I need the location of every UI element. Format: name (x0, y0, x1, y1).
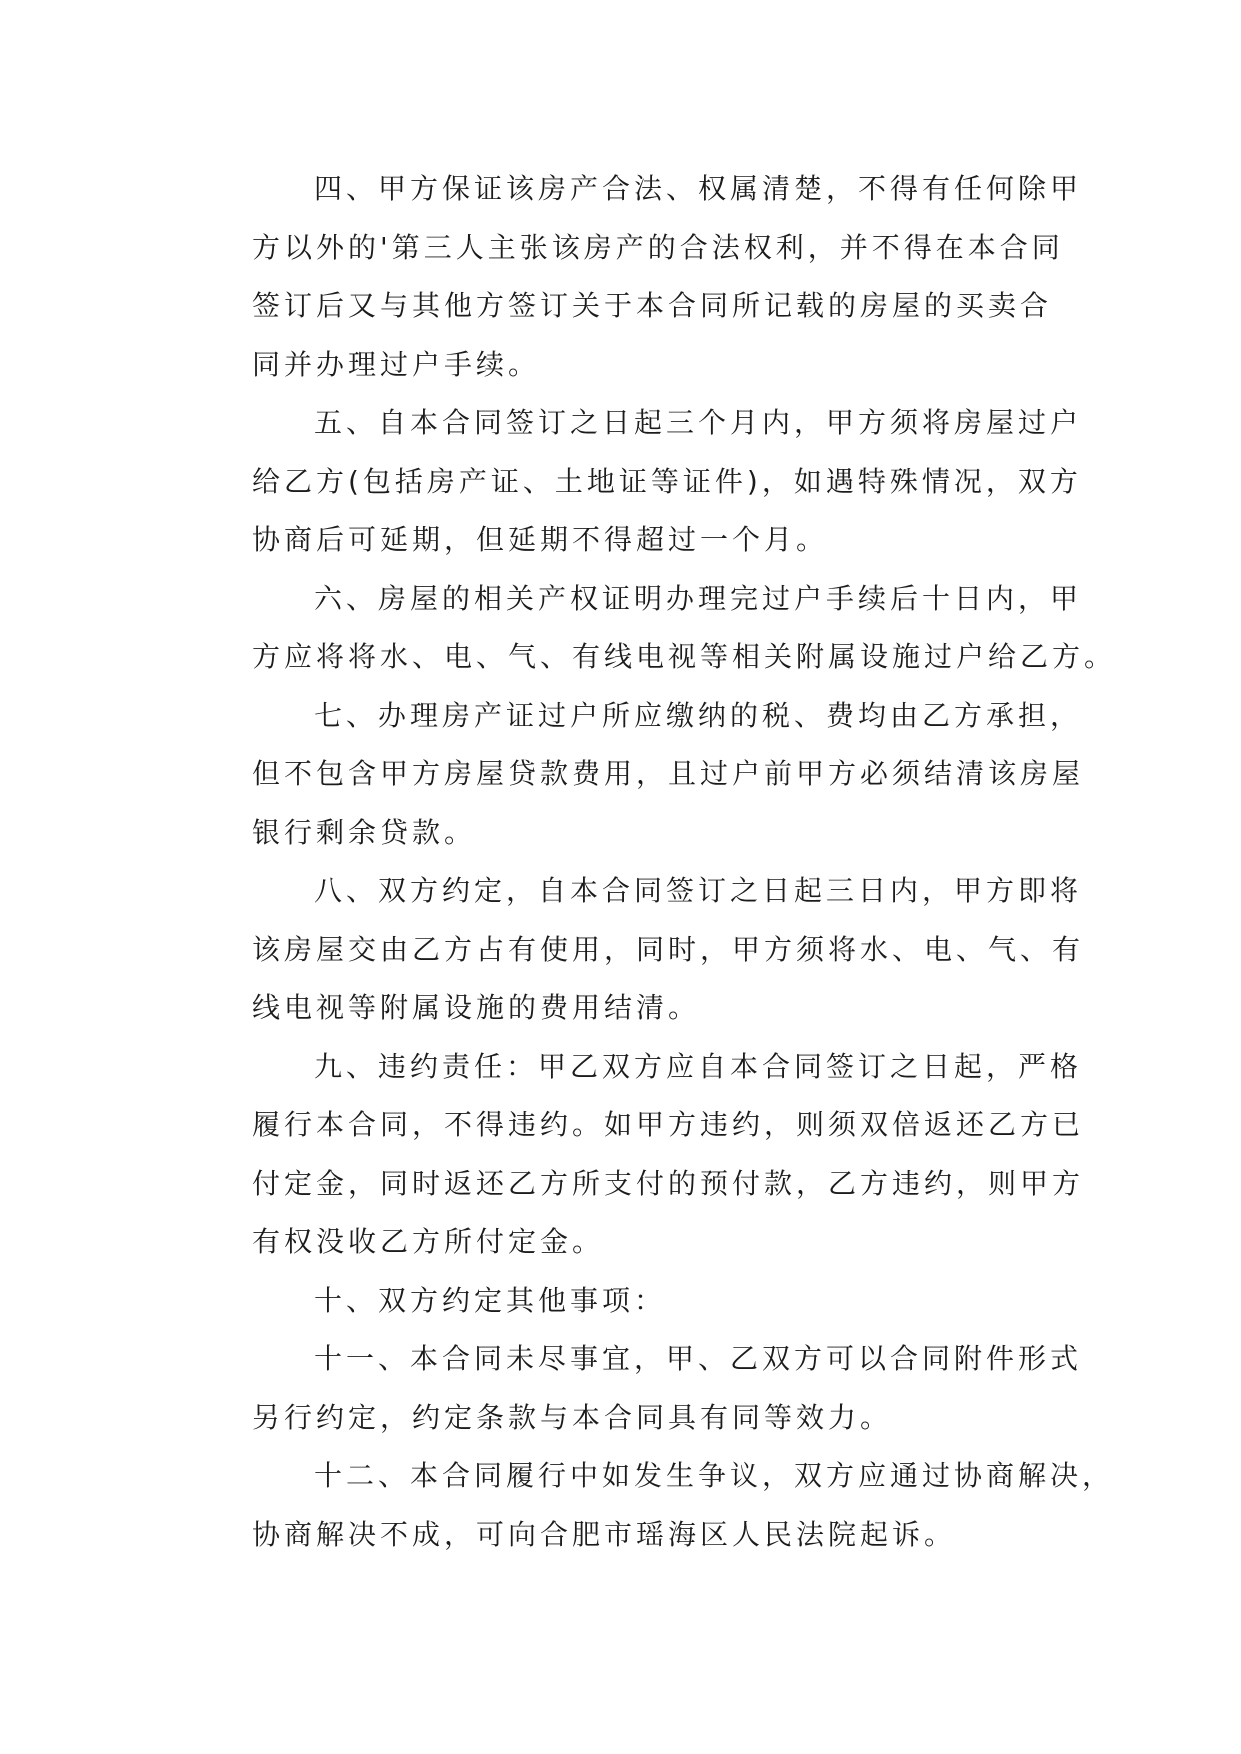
clause-6-paragraph (190, 570, 1117, 687)
document-body (190, 160, 1117, 1564)
text-line: 十、双方约定其他事项： (314, 1283, 667, 1317)
clause-5-paragraph (190, 394, 1083, 570)
text-line: 十二、本合同履行中如发生争议，双方应通过协商解决， (314, 1459, 1115, 1492)
clause-4-paragraph (190, 160, 1083, 394)
text-line: 另行约定，约定条款与本合同具有同等效力。 (252, 1400, 893, 1434)
text-line: 六、房屋的相关产权证明办理完过户手续后十日内，甲 (314, 581, 1083, 615)
text-line: 协商解决不成，可向合肥市瑶海区人民法院起诉。 (252, 1517, 957, 1551)
text-line: 协商后可延期，但延期不得超过一个月。 (252, 523, 829, 556)
text-line: 履行本合同，不得违约。如甲方违约，则须双倍返还乙方已 (252, 1108, 1085, 1141)
text-line: 付定金，同时返还乙方所支付的预付款，乙方违约，则甲方 (252, 1166, 1085, 1200)
text-line: 八、双方约定，自本合同签订之日起三日内，甲方即将 (314, 874, 1083, 907)
text-line: 十一、本合同未尽事宜，甲、乙双方可以合同附件形式 (314, 1342, 1083, 1375)
text-line: 但不包含甲方房屋贷款费用，且过户前甲方必须结清该房屋 (252, 757, 1085, 790)
text-line: 给乙方(包括房产证、土地证等证件)，如遇特殊情况，双方 (252, 464, 1082, 498)
clause-7-paragraph (190, 687, 1085, 863)
text-line: 该房屋交由乙方占有使用，同时，甲方须将水、电、气、有 (252, 932, 1085, 966)
text-line: 线电视等附属设施的费用结清。 (252, 991, 701, 1024)
clause-9-paragraph (190, 1038, 1085, 1272)
text-line: 方应将将水、电、气、有线电视等相关附属设施过户给乙方。 (252, 640, 1117, 673)
clause-11-paragraph (190, 1330, 1083, 1447)
text-line: 五、自本合同签订之日起三个月内，甲方须将房屋过户 (314, 406, 1083, 439)
text-line: 有权没收乙方所付定金。 (252, 1225, 605, 1258)
text-line: 方以外的'第三人主张该房产的合法权利，并不得在本合同 (252, 230, 1064, 264)
clause-12-paragraph (190, 1447, 1115, 1564)
text-line: 签订后又与其他方签订关于本合同所记载的房屋的买卖合 (252, 289, 1053, 322)
text-line: 九、违约责任：甲乙双方应自本合同签订之日起，严格 (314, 1049, 1083, 1083)
clause-10-paragraph (190, 1272, 1054, 1331)
text-line: 银行剩余贷款。 (252, 815, 477, 849)
text-line: 四、甲方保证该房产合法、权属清楚，不得有任何除甲 (314, 172, 1083, 205)
text-line: 同并办理过户手续。 (252, 347, 541, 381)
text-line: 七、办理房产证过户所应缴纳的税、费均由乙方承担， (314, 698, 1083, 732)
clause-8-paragraph (190, 862, 1085, 1038)
